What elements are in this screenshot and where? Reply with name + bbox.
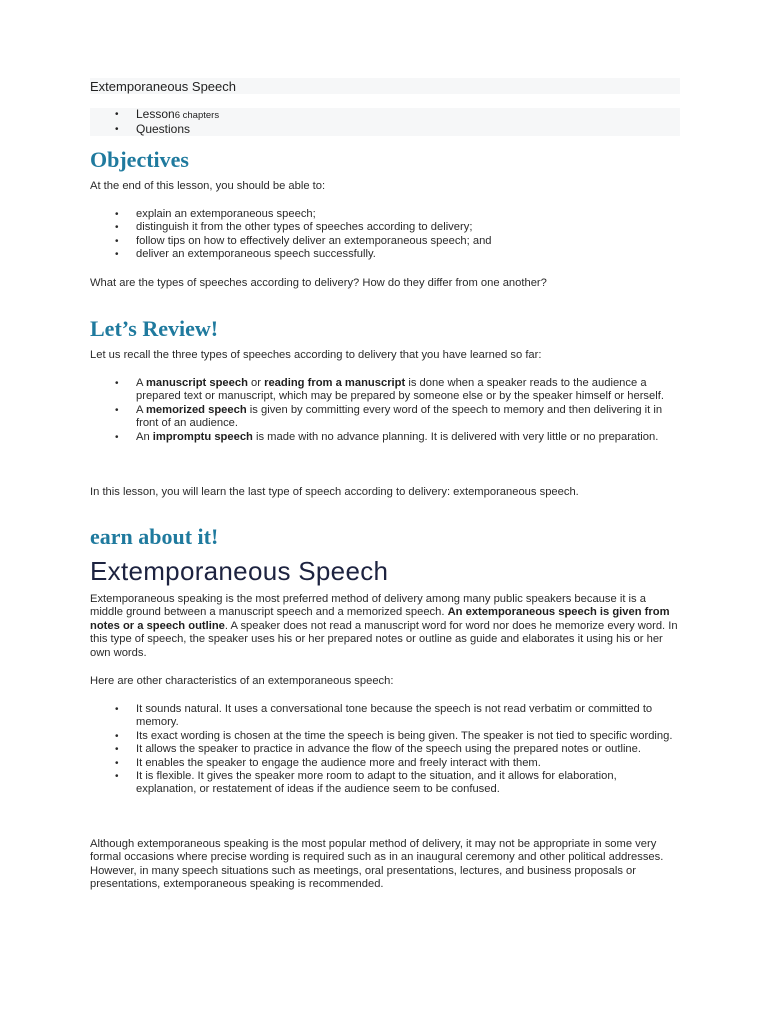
list-item: • It enables the speaker to engage the audience more and freely interact with them. — [90, 757, 680, 770]
text-run: is done when a speaker reads to the audience a prepared text or manuscript, which may be prepared by someone else or by the speaker himself or herself. — [136, 377, 664, 403]
objectives-heading: Objectives — [90, 147, 189, 172]
learn-section — [90, 524, 680, 550]
learn-title-block — [90, 556, 680, 586]
review-closing-block — [90, 486, 680, 499]
learn-para2-block — [90, 675, 680, 688]
characteristics-list-block — [90, 703, 680, 797]
objectives-intro: At the end of this lesson, you should be able to: — [90, 180, 326, 192]
term-reading-from-manuscript: reading from a manuscript — [264, 377, 406, 389]
review-closing: In this lesson, you will learn the last type of speech according to delivery: extemporaneous speech. — [90, 486, 579, 498]
toc-item-chapters: 6 chapters — [174, 110, 220, 121]
objectives-question: What are the types of speeches according to delivery? How do they differ from one another? — [90, 277, 547, 289]
review-list — [90, 377, 680, 444]
review-intro-block — [90, 349, 680, 362]
learn-heading: earn about it! — [90, 524, 219, 549]
list-item — [90, 431, 680, 444]
learn-paragraph-3: Although extemporaneous speaking is the most popular method of delivery, it may not be appropriate in some very formal occasions where precise wording is required such as in an inaugural ceremony and other political addresses. However, in many speech situations such as meetings, oral presentations, lectures, and business proposals or presentations, extemporaneous speaking is recommended. — [90, 838, 664, 891]
review-list-block — [90, 377, 680, 444]
review-intro: Let us recall the three types of speeches according to delivery that you have learned so far: — [90, 349, 542, 361]
toc-item-label[interactable]: Lesson — [136, 107, 175, 121]
text-run: is made with no advance planning. It is delivered with very little or no preparation. — [252, 430, 659, 443]
toc-item-label[interactable]: Questions — [136, 121, 191, 136]
objectives-list — [90, 208, 680, 262]
objectives-intro-block — [90, 180, 680, 193]
list-item: • deliver an extemporaneous speech successfully. — [90, 248, 680, 261]
term-manuscript-speech: manuscript speech — [145, 377, 248, 389]
text-run: A — [136, 377, 146, 389]
text-run: An — [136, 430, 153, 443]
learn-paragraph-1 — [90, 593, 680, 660]
term-memorized-speech: memorized speech — [145, 403, 247, 416]
toc-item-questions[interactable] — [90, 123, 680, 137]
objectives-list-block — [90, 208, 680, 262]
list-item: • explain an extemporaneous speech; — [90, 208, 680, 221]
list-item: • Its exact wording is chosen at the time the speech is being given. The speaker is not tied to specific wording. — [90, 730, 680, 743]
objectives-section — [90, 147, 680, 173]
list-item: • distinguish it from the other types of speeches according to delivery; — [90, 221, 680, 234]
document-title: Extemporaneous Speech — [90, 79, 236, 94]
list-item: • follow tips on how to effectively deliver an extemporaneous speech; and — [90, 235, 680, 248]
toc-item-lesson[interactable] — [90, 108, 680, 123]
learn-para3-block — [90, 838, 680, 892]
list-item — [90, 377, 680, 404]
lesson-title: Extemporaneous Speech — [90, 556, 389, 586]
text-run: is given by committing every word of the speech to memory and then delivering it in front of an audience. — [136, 403, 663, 430]
objectives-question-block — [90, 277, 680, 290]
list-item: • It allows the speaker to practice in advance the flow of the speech using the prepared notes or outline. — [90, 743, 680, 756]
characteristics-list — [90, 703, 680, 797]
text-run: Extemporaneous speaking is the most preferred method of delivery among many public speakers because it is a middle ground between a manuscript speech and a memorized speech. — [90, 593, 646, 619]
list-item: • It is flexible. It gives the speaker more room to adapt to the situation, and it allows for elaboration, explanation, or restatement of ideas if the audience seem to be confused. — [90, 770, 680, 797]
learn-para1-block — [90, 593, 680, 660]
document-title-bar — [90, 78, 680, 94]
list-item: • It sounds natural. It uses a conversational tone because the speech is not read verbatim or committed to memory. — [90, 703, 680, 730]
review-section — [90, 316, 680, 342]
list-item — [90, 404, 680, 431]
review-heading: Let’s Review! — [90, 316, 219, 341]
term-impromptu-speech: impromptu speech — [152, 430, 253, 443]
text-run: or — [247, 377, 265, 389]
key-definition: An extemporaneous speech is given from notes or a speech outline — [90, 606, 670, 632]
table-of-contents — [90, 108, 680, 136]
text-run: . A speaker does not read a manuscript word for word nor does he memorize every word. In this type of speech, the speaker uses his or her prepared notes or outline as guide and elaborates it using his or her own words. — [90, 619, 678, 659]
text-run: A — [136, 403, 146, 416]
learn-paragraph-2: Here are other characteristics of an extemporaneous speech: — [90, 675, 394, 687]
